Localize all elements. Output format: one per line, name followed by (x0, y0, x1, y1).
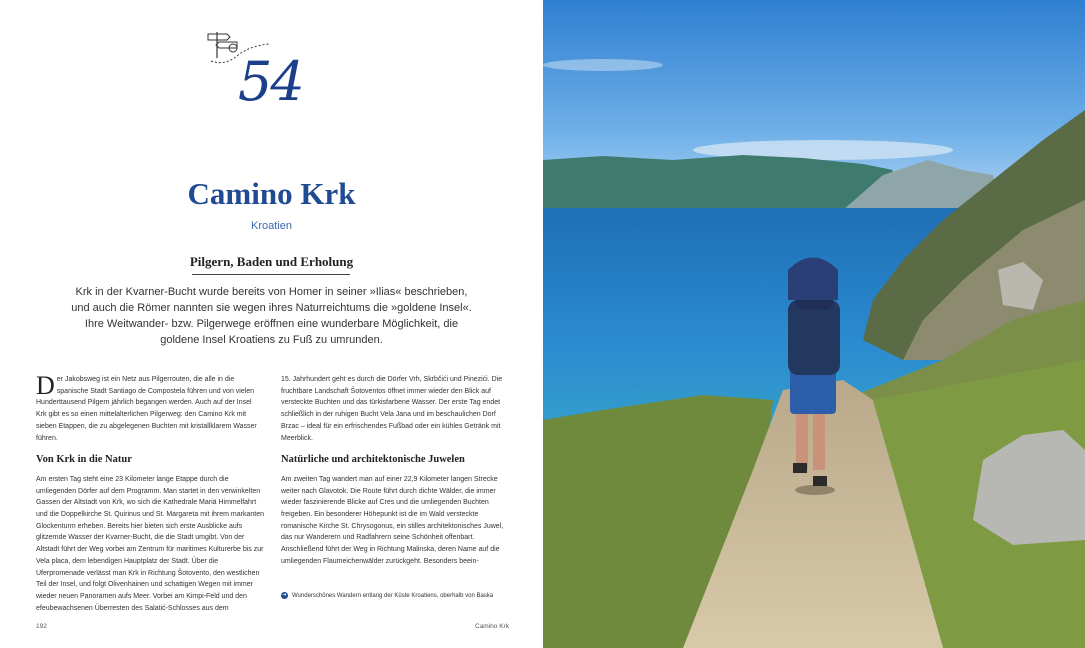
paragraph-text: er Jakobsweg ist ein Netz aus Pilgerrouten, die alle in die spanische Stadt Santiago de Compostela führen und von vielen Hunderttausend Pilgern jährlich begangen werden. Auch auf der Insel Krk gibt es so einen mittelalterlichen Pilgerweg: den Camino Krk mit sieben Etappen, die zu abgelegenen Buchten mit kristallklarem Wasser führen. (36, 376, 257, 442)
region-label: Kroatien (251, 220, 292, 232)
photo-caption (281, 592, 521, 599)
text-column-1 (36, 371, 264, 614)
section-heading: Natürliche und architektonische Juwelen (281, 454, 465, 466)
running-head: Camino Krk (475, 623, 509, 630)
subtitle: Pilgern, Baden und Erholung (189, 254, 354, 269)
page-number: 192 (36, 623, 47, 630)
right-page (543, 0, 1085, 648)
paragraph: Am zweiten Tag wandert man auf einer 22,9 Kilometer langen Strecke weiter nach Glavotok. Die Route führt durch dichte Wälder, die immer wieder faszinierende Blicke auf Cres und die umliegenden Buchten freigeben. Ein besonderer Höhepunkt ist die im Wald versteckte romanische Kirche St. Chrysogonus, ein stilles architektonisches Juwel, das nur Wanderern und Radfahrern seine Schönheit offenbart. Anschließend führt der Weg in Richtung Malinska, deren Name auf die umliegenden Flaumeichenwälder zurückgeht. Besonders beein- (281, 475, 504, 565)
hiker-coast-photo (543, 0, 1085, 648)
paragraph: 15. Jahrhundert geht es durch die Dörfer Vrh, Skrbčići und Pinezići. Die fruchtbare Landschaft Šotoventos öffnet immer wieder den Blick auf versteckte Buchten und das türkisfarbene Wasser. Der erste Tag endet schließlich in der ruhigen Bucht Vela Jana und im beschaulichen Dorf Brzac – ideal für ein erfrischendes Fußbad oder ein kühles Getränk mit Meerblick. (281, 376, 503, 442)
paragraph (36, 371, 264, 444)
text-column-2 (281, 374, 509, 568)
drop-cap: D (36, 371, 55, 400)
paragraph: Am ersten Tag steht eine 23 Kilometer lange Etappe durch die umliegenden Dörfer auf dem Programm. Man startet in den verwinkelten Gassen der Altstadt von Krk, wo sich die Kathedrale Mariä Himmelfahrt und die Doppelkirche St. Quirinus und St. Margareta mit ihrem markanten Glockenturm erheben. Bereits hier bieten sich erste Ausblicke aufs glitzernde Wasser der Kvarner-Bucht, die die Stadt umgibt. Von der Altstadt führt der Weg vorbei am Zentrum für maritimes Kulturerbe bis zur Vela placa, dem lebendigen Hauptplatz der Stadt. Über die Uferpromenade verlässt man Krk in Richtung Šotovento, den westlichen Teil der Insel, und folgt Olivenhainen und schattigen Wegen mit immer wieder neuen Panoramen aufs Meer. Vorbei am Kimpi-Feld und den efeubewachsenen Überresten des Salatić-Schlosses aus dem (36, 475, 264, 612)
divider (192, 274, 350, 275)
intro-text: Krk in der Kvarner-Bucht wurde bereits von Homer in seiner »Ilias« beschrieben, und auch die Römer nannten sie wegen ihres Naturreichtums die »goldene Insel«. Ihre Weitwander- bzw. Pilgerwege eröffnen eine wunderbare Möglichkeit, die goldene Insel Kroatiens zu Fuß zu umrunden. (71, 286, 472, 346)
page-title: Camino Krk (187, 176, 356, 211)
arrow-right-icon: ➜ (282, 592, 287, 598)
chapter-number: 54 (238, 50, 303, 113)
section-heading: Von Krk in die Natur (36, 454, 132, 466)
caption-text: Wunderschönes Wandern entlang der Küste Kroatiens, oberhalb von Baska (292, 593, 494, 600)
